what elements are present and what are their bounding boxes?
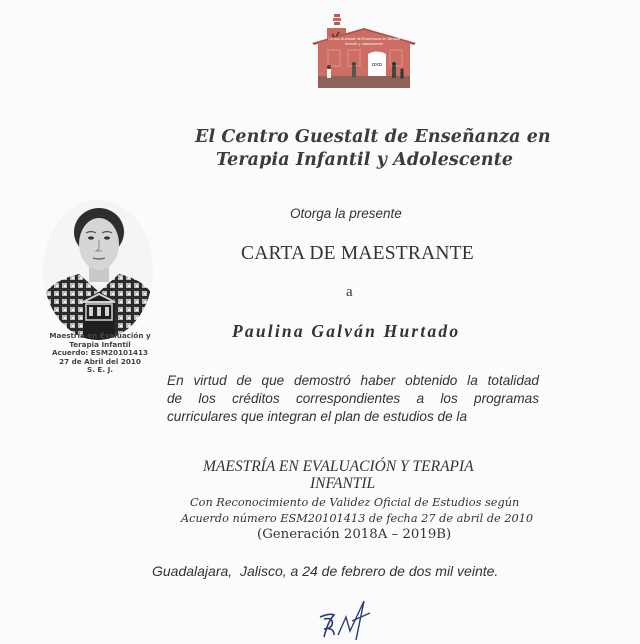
caption-line-2: Terapia Infantil xyxy=(69,339,131,349)
photo-caption xyxy=(44,332,156,375)
grant-text: Otorga la presente xyxy=(290,206,402,221)
institution-title-line2: Terapia Infantil y Adolescente xyxy=(216,150,514,170)
institution-logo-icon xyxy=(312,14,416,90)
program-name-line2: INFANTIL xyxy=(310,475,376,492)
svg-text:ꝏꝏ: ꝏꝏ xyxy=(371,62,383,68)
caption-line-4: 27 de Abril del 2010 xyxy=(59,356,141,366)
body-line-3: curriculares que integran el plan de estudios de la xyxy=(167,409,468,424)
svg-text:Centro Guestalt de Enseñanza e: Centro Guestalt de Enseñanza en Terapia xyxy=(327,37,401,41)
to-word: a xyxy=(346,284,353,300)
body-paragraph xyxy=(167,372,539,426)
caption-line-3: Acuerdo: ESM20101413 xyxy=(51,348,149,358)
signature-icon xyxy=(312,597,384,640)
rvoe-line1: Con Reconocimiento de Validez Oficial de Estudios según xyxy=(190,496,520,509)
institution-title-line1: El Centro Guestalt de Enseñanza en xyxy=(195,127,551,147)
caption-line-5: S. E. J. xyxy=(87,365,113,375)
svg-text:Infantil y Adolescente: Infantil y Adolescente xyxy=(345,42,383,46)
caption-line-1: Maestría en Evaluación y xyxy=(49,331,151,340)
body-line-2: de los créditos correspondientes a los programas xyxy=(167,391,539,406)
certificate-title: CARTA DE MAESTRANTE xyxy=(241,243,474,264)
recipient-name: Paulina Galván Hurtado xyxy=(232,321,461,341)
body-line-1: En virtud de que demostró haber obtenido la totalidad xyxy=(167,373,539,388)
place-date: Guadalajara, Jalisco, a 24 de febrero de dos mil veinte. xyxy=(152,563,499,579)
program-name-line1: MAESTRÍA EN EVALUACIÓN Y TERAPIA xyxy=(203,458,474,475)
rvoe-line2: Acuerdo número ESM20101413 de fecha 27 de abril de 2010 xyxy=(181,512,534,525)
generation-text: (Generación 2018A – 2019B) xyxy=(257,527,452,542)
student-portrait-photo xyxy=(43,200,153,340)
